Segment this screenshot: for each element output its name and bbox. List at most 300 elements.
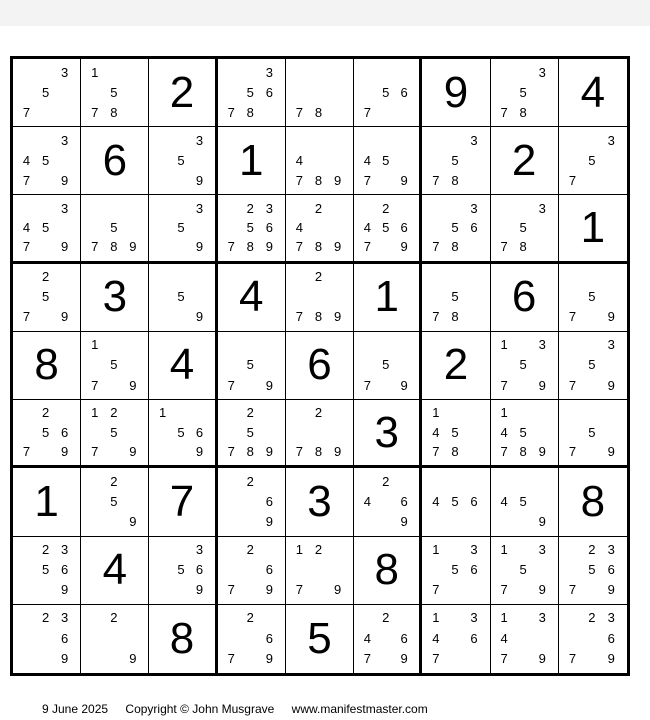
candidate-slot-4 [563, 628, 582, 648]
candidate-slot-1 [290, 403, 309, 422]
candidate-slot-8 [582, 442, 601, 461]
candidate-slot-1 [222, 198, 241, 217]
candidate-slot-3 [602, 403, 621, 422]
candidate-slot-1 [563, 130, 582, 150]
candidate-grid [17, 403, 74, 461]
given-digit: 7 [169, 476, 195, 526]
candidate-slot-7: 7 [363, 651, 371, 667]
candidate-slot-6: 6 [195, 424, 204, 440]
candidate-slot-5: 5 [110, 424, 118, 440]
sudoku-cell-r7c1[interactable] [13, 468, 81, 536]
candidate-slot-8 [241, 580, 260, 600]
sudoku-cell-r7c2[interactable] [81, 468, 149, 536]
candidate-slot-2: 2 [382, 200, 390, 216]
given-digit: 9 [443, 67, 469, 117]
sudoku-cell-r3c3[interactable] [149, 195, 217, 263]
sudoku-cell-r8c6[interactable] [354, 537, 422, 605]
candidate-slot-9: 9 [607, 651, 615, 667]
candidate-slot-5: 5 [588, 357, 596, 373]
sudoku-cell-r3c7[interactable] [422, 195, 490, 263]
sudoku-cell-r7c4[interactable] [218, 468, 286, 536]
sudoku-cell-r5c8[interactable] [491, 332, 559, 400]
candidate-slot-7 [153, 307, 171, 327]
candidate-slot-4 [290, 560, 309, 580]
candidate-slot-9 [533, 102, 552, 122]
candidate-slot-1 [563, 403, 582, 422]
candidate-slot-3 [123, 198, 142, 217]
candidate-slot-8: 8 [451, 172, 459, 188]
candidate-slot-3 [123, 608, 142, 628]
candidate-slot-7 [85, 511, 104, 531]
candidate-slot-4 [426, 560, 445, 580]
candidate-slot-3 [533, 471, 552, 491]
candidate-slot-7: 7 [295, 104, 304, 120]
sudoku-cell-r2c6[interactable] [354, 127, 422, 195]
candidate-slot-8 [172, 580, 190, 600]
sudoku-cell-r8c4[interactable] [218, 537, 286, 605]
sudoku-cell-r8c8[interactable] [491, 537, 559, 605]
candidate-slot-1 [222, 62, 241, 82]
candidate-slot-9 [464, 307, 483, 327]
footer-website[interactable]: www.manifestmaster.com [291, 702, 428, 716]
candidate-slot-8 [377, 649, 395, 669]
candidate-slot-5 [241, 628, 260, 648]
candidate-slot-6: 6 [470, 630, 478, 646]
candidate-slot-6 [328, 150, 347, 170]
candidate-slot-2: 2 [246, 473, 254, 489]
sudoku-cell-r2c5[interactable] [286, 127, 354, 195]
sudoku-cell-r8c7[interactable] [422, 537, 490, 605]
candidate-slot-2: 2 [110, 610, 118, 626]
candidate-slot-5: 5 [382, 84, 390, 100]
sudoku-cell-r9c5[interactable] [286, 605, 354, 673]
candidate-slot-5 [104, 628, 123, 648]
footer-date: 9 June 2025 [42, 702, 109, 716]
sudoku-cell-r4c5[interactable] [286, 264, 354, 332]
sudoku-cell-r2c1[interactable] [13, 127, 81, 195]
candidate-slot-2: 2 [246, 200, 254, 216]
candidate-slot-5 [309, 560, 328, 580]
candidate-slot-1 [495, 62, 514, 82]
sudoku-cell-r8c5[interactable] [286, 537, 354, 605]
sudoku-cell-r4c6[interactable] [354, 264, 422, 332]
candidate-slot-9: 9 [265, 239, 273, 255]
candidate-slot-9: 9 [400, 172, 408, 188]
sudoku-cell-r2c8[interactable] [491, 127, 559, 195]
candidate-grid [85, 403, 142, 461]
candidate-slot-3 [123, 62, 142, 82]
candidate-slot-4 [222, 218, 241, 237]
candidate-slot-7: 7 [295, 172, 304, 188]
sudoku-cell-r3c6[interactable] [354, 195, 422, 263]
candidate-slot-8 [514, 649, 533, 669]
candidate-slot-5 [377, 491, 395, 511]
candidate-grid [153, 130, 208, 190]
candidate-slot-1 [17, 403, 36, 422]
candidate-grid [495, 62, 552, 122]
candidate-slot-7: 7 [227, 651, 235, 667]
candidate-slot-1 [358, 608, 376, 628]
sudoku-cell-r5c7[interactable] [422, 332, 490, 400]
sudoku-cell-r5c2[interactable] [81, 332, 149, 400]
candidate-grid [495, 471, 552, 531]
candidate-slot-4: 4 [363, 152, 371, 168]
candidate-slot-7 [85, 649, 104, 669]
sudoku-cell-r1c2[interactable] [81, 59, 149, 127]
candidate-slot-5 [309, 287, 328, 307]
sudoku-cell-r9c7[interactable] [422, 605, 490, 673]
given-digit: 6 [307, 340, 332, 390]
candidate-slot-7: 7 [500, 444, 508, 460]
candidate-slot-6: 6 [265, 220, 273, 236]
candidate-slot-4 [358, 355, 376, 375]
puzzle-page [0, 26, 650, 720]
candidate-slot-5: 5 [177, 562, 185, 578]
candidate-slot-8: 8 [314, 239, 323, 255]
candidate-slot-2 [36, 62, 55, 82]
candidate-grid [426, 130, 483, 190]
candidate-slot-7: 7 [22, 444, 31, 460]
candidate-slot-8 [514, 511, 533, 531]
sudoku-cell-r6c2[interactable] [81, 400, 149, 468]
candidate-slot-6 [328, 560, 347, 580]
candidate-slot-9: 9 [195, 582, 204, 598]
candidate-slot-9 [260, 102, 279, 122]
candidate-slot-5: 5 [177, 289, 185, 305]
sudoku-cell-r6c5[interactable] [286, 400, 354, 468]
candidate-slot-8 [377, 375, 395, 395]
candidate-slot-3: 3 [470, 610, 478, 626]
sudoku-cell-r7c7[interactable] [422, 468, 490, 536]
sudoku-cell-r3c9[interactable] [559, 195, 627, 263]
sudoku-cell-r9c3[interactable] [149, 605, 217, 673]
sudoku-cell-r6c9[interactable] [559, 400, 627, 468]
sudoku-cell-r9c8[interactable] [491, 605, 559, 673]
sudoku-cell-r1c1[interactable] [13, 59, 81, 127]
candidate-slot-6 [395, 150, 413, 170]
candidate-slot-1 [358, 335, 376, 355]
candidate-slot-1 [153, 540, 171, 560]
candidate-slot-8: 8 [110, 104, 118, 120]
sudoku-cell-r3c1[interactable] [13, 195, 81, 263]
candidate-slot-9 [395, 102, 413, 122]
candidate-slot-9: 9 [607, 377, 615, 393]
candidate-slot-2 [582, 335, 601, 355]
candidate-grid [563, 608, 621, 669]
candidate-slot-5 [309, 218, 328, 237]
sudoku-cell-r5c5[interactable] [286, 332, 354, 400]
candidate-slot-5: 5 [519, 424, 527, 440]
sudoku-cell-r9c4[interactable] [218, 605, 286, 673]
candidate-slot-3: 3 [61, 132, 69, 148]
candidate-grid [358, 198, 413, 256]
candidate-slot-6 [55, 287, 74, 307]
candidate-slot-3 [395, 130, 413, 150]
candidate-slot-1 [563, 267, 582, 287]
candidate-slot-6 [123, 218, 142, 237]
candidate-slot-3: 3 [607, 542, 615, 558]
candidate-slot-4 [426, 218, 445, 237]
given-digit: 4 [580, 67, 606, 117]
sudoku-cell-r1c4[interactable] [218, 59, 286, 127]
sudoku-cell-r5c9[interactable] [559, 332, 627, 400]
candidate-slot-6 [123, 355, 142, 375]
candidate-slot-2 [241, 335, 260, 355]
candidate-slot-3 [395, 335, 413, 355]
candidate-slot-4 [85, 628, 104, 648]
candidate-slot-4 [222, 560, 241, 580]
candidate-slot-4 [563, 423, 582, 442]
candidate-slot-9 [328, 102, 347, 122]
candidate-slot-4: 4 [500, 424, 508, 440]
sudoku-cell-r8c1[interactable] [13, 537, 81, 605]
candidate-slot-3: 3 [607, 132, 615, 148]
candidate-slot-8: 8 [246, 104, 254, 120]
candidate-grid [85, 335, 142, 395]
sudoku-cell-r4c1[interactable] [13, 264, 81, 332]
candidate-slot-5 [309, 150, 328, 170]
candidate-slot-6 [533, 355, 552, 375]
sudoku-cell-r9c9[interactable] [559, 605, 627, 673]
candidate-slot-8 [172, 307, 190, 327]
candidate-slot-4 [563, 355, 582, 375]
candidate-slot-3: 3 [538, 610, 546, 626]
sudoku-cell-r4c8[interactable] [491, 264, 559, 332]
candidate-slot-8 [377, 170, 395, 190]
sudoku-cell-r3c2[interactable] [81, 195, 149, 263]
candidate-slot-8 [104, 375, 123, 395]
candidate-grid [153, 198, 208, 256]
candidate-grid [290, 267, 347, 327]
candidate-slot-4 [153, 423, 171, 442]
sudoku-cell-r2c9[interactable] [559, 127, 627, 195]
sudoku-cell-r7c6[interactable] [354, 468, 422, 536]
sudoku-cell-r5c1[interactable] [13, 332, 81, 400]
candidate-grid [563, 540, 621, 600]
candidate-slot-1 [358, 130, 376, 150]
candidate-slot-2: 2 [588, 542, 596, 558]
candidate-grid [358, 608, 413, 669]
candidate-grid [222, 471, 279, 531]
candidate-slot-4 [153, 560, 171, 580]
candidate-slot-5: 5 [519, 493, 527, 509]
candidate-slot-7: 7 [432, 309, 440, 325]
candidate-slot-7 [495, 511, 514, 531]
candidate-slot-8: 8 [314, 172, 323, 188]
candidate-slot-3 [533, 403, 552, 422]
candidate-slot-8 [582, 375, 601, 395]
sudoku-cell-r6c8[interactable] [491, 400, 559, 468]
candidate-slot-4: 4 [363, 630, 371, 646]
candidate-slot-9 [464, 649, 483, 669]
sudoku-cell-r9c6[interactable] [354, 605, 422, 673]
candidate-slot-3 [260, 471, 279, 491]
candidate-slot-4 [85, 218, 104, 237]
candidate-slot-4 [153, 150, 171, 170]
sudoku-cell-r8c3[interactable] [149, 537, 217, 605]
given-digit: 5 [307, 613, 332, 663]
candidate-slot-2: 2 [314, 542, 323, 558]
candidate-slot-4 [222, 355, 241, 375]
candidate-slot-1 [17, 608, 36, 628]
candidate-grid [290, 198, 347, 256]
sudoku-cell-r3c4[interactable] [218, 195, 286, 263]
candidate-slot-5: 5 [451, 493, 459, 509]
candidate-slot-1: 1 [500, 542, 508, 558]
sudoku-cell-r1c3[interactable] [149, 59, 217, 127]
sudoku-cell-r4c9[interactable] [559, 264, 627, 332]
candidate-slot-2 [582, 403, 601, 422]
sudoku-cell-r4c2[interactable] [81, 264, 149, 332]
candidate-grid [495, 335, 552, 395]
window-top-bar [0, 0, 650, 27]
candidate-slot-4 [563, 287, 582, 307]
candidate-slot-4 [17, 628, 36, 648]
sudoku-cell-r1c5[interactable] [286, 59, 354, 127]
candidate-slot-3: 3 [607, 337, 615, 353]
sudoku-cell-r6c4[interactable] [218, 400, 286, 468]
sudoku-cell-r6c6[interactable] [354, 400, 422, 468]
candidate-slot-9: 9 [195, 172, 204, 188]
candidate-slot-6: 6 [265, 493, 273, 509]
sudoku-cell-r7c3[interactable] [149, 468, 217, 536]
candidate-slot-8 [36, 237, 55, 256]
candidate-slot-2 [445, 267, 464, 287]
candidate-slot-3 [260, 403, 279, 422]
candidate-slot-2: 2 [382, 610, 390, 626]
candidate-slot-3 [464, 471, 483, 491]
candidate-slot-7: 7 [227, 239, 235, 255]
sudoku-cell-r1c6[interactable] [354, 59, 422, 127]
candidate-slot-8 [514, 580, 533, 600]
candidate-slot-5: 5 [382, 357, 390, 373]
candidate-slot-3 [190, 267, 208, 287]
candidate-slot-1 [358, 198, 376, 217]
candidate-slot-7: 7 [500, 651, 508, 667]
candidate-slot-8 [172, 237, 190, 256]
candidate-slot-4 [222, 628, 241, 648]
candidate-slot-6: 6 [265, 84, 273, 100]
candidate-slot-5 [582, 628, 601, 648]
candidate-slot-7 [153, 580, 171, 600]
candidate-slot-5: 5 [177, 424, 185, 440]
candidate-slot-3 [464, 267, 483, 287]
sudoku-cell-r4c3[interactable] [149, 264, 217, 332]
candidate-slot-5 [377, 628, 395, 648]
candidate-slot-7: 7 [432, 582, 440, 598]
candidate-grid [222, 608, 279, 669]
sudoku-cell-r4c4[interactable] [218, 264, 286, 332]
candidate-slot-4: 4 [500, 630, 508, 646]
candidate-slot-9: 9 [265, 651, 273, 667]
candidate-slot-2 [377, 62, 395, 82]
candidate-slot-9: 9 [333, 309, 342, 325]
sudoku-cell-r6c1[interactable] [13, 400, 81, 468]
sudoku-cell-r8c2[interactable] [81, 537, 149, 605]
candidate-slot-4: 4 [500, 493, 508, 509]
candidate-slot-6 [464, 423, 483, 442]
candidate-slot-9: 9 [61, 651, 69, 667]
candidate-slot-5: 5 [588, 152, 596, 168]
candidate-slot-1 [222, 335, 241, 355]
candidate-slot-2: 2 [314, 200, 323, 216]
sudoku-cell-r5c4[interactable] [218, 332, 286, 400]
sudoku-cell-r9c2[interactable] [81, 605, 149, 673]
sudoku-cell-r2c4[interactable] [218, 127, 286, 195]
candidate-slot-8 [241, 375, 260, 395]
candidate-slot-6: 6 [400, 84, 408, 100]
candidate-slot-8 [36, 170, 55, 190]
candidate-grid [290, 62, 347, 122]
candidate-slot-2: 2 [246, 610, 254, 626]
sudoku-cell-r5c3[interactable] [149, 332, 217, 400]
sudoku-cell-r1c8[interactable] [491, 59, 559, 127]
candidate-slot-6 [533, 491, 552, 511]
given-digit: 8 [169, 613, 195, 663]
sudoku-cell-r9c1[interactable] [13, 605, 81, 673]
candidate-slot-9 [464, 511, 483, 531]
candidate-slot-5: 5 [41, 220, 50, 236]
sudoku-cell-r7c5[interactable] [286, 468, 354, 536]
candidate-slot-9: 9 [129, 651, 137, 667]
footer-copyright: Copyright © John Musgrave [125, 702, 275, 716]
sudoku-cell-r6c7[interactable] [422, 400, 490, 468]
sudoku-cell-r5c6[interactable] [354, 332, 422, 400]
candidate-slot-6 [602, 150, 621, 170]
sudoku-cell-r8c9[interactable] [559, 537, 627, 605]
candidate-slot-5: 5 [451, 424, 459, 440]
sudoku-cell-r6c3[interactable] [149, 400, 217, 468]
candidate-grid [426, 608, 483, 669]
candidate-grid [495, 540, 552, 600]
candidate-grid [563, 403, 621, 461]
candidate-slot-3 [55, 403, 74, 422]
candidate-slot-2 [172, 198, 190, 217]
candidate-slot-4 [85, 82, 104, 102]
candidate-slot-6 [533, 218, 552, 237]
sudoku-cell-r7c9[interactable] [559, 468, 627, 536]
candidate-slot-5: 5 [519, 357, 527, 373]
candidate-slot-6 [260, 355, 279, 375]
sudoku-cell-r7c8[interactable] [491, 468, 559, 536]
sudoku-cell-r1c9[interactable] [559, 59, 627, 127]
candidate-slot-9: 9 [265, 444, 273, 460]
sudoku-cell-r3c8[interactable] [491, 195, 559, 263]
sudoku-cell-r1c7[interactable] [422, 59, 490, 127]
candidate-grid [222, 403, 279, 461]
candidate-grid [17, 540, 74, 600]
sudoku-cell-r2c2[interactable] [81, 127, 149, 195]
candidate-slot-9: 9 [265, 582, 273, 598]
candidate-slot-5: 5 [110, 357, 118, 373]
candidate-slot-1: 1 [432, 610, 440, 626]
sudoku-cell-r2c3[interactable] [149, 127, 217, 195]
candidate-slot-6 [328, 82, 347, 102]
candidate-slot-8: 8 [110, 239, 118, 255]
candidate-slot-1: 1 [432, 405, 440, 421]
sudoku-cell-r2c7[interactable] [422, 127, 490, 195]
sudoku-cell-r4c7[interactable] [422, 264, 490, 332]
candidate-slot-8 [582, 580, 601, 600]
candidate-slot-1 [290, 198, 309, 217]
candidate-slot-2: 2 [41, 542, 50, 558]
candidate-slot-5: 5 [110, 220, 118, 236]
candidate-slot-3: 3 [538, 337, 546, 353]
sudoku-cell-r3c5[interactable] [286, 195, 354, 263]
candidate-slot-9: 9 [61, 172, 69, 188]
candidate-slot-8: 8 [519, 239, 527, 255]
candidate-slot-4 [17, 423, 36, 442]
